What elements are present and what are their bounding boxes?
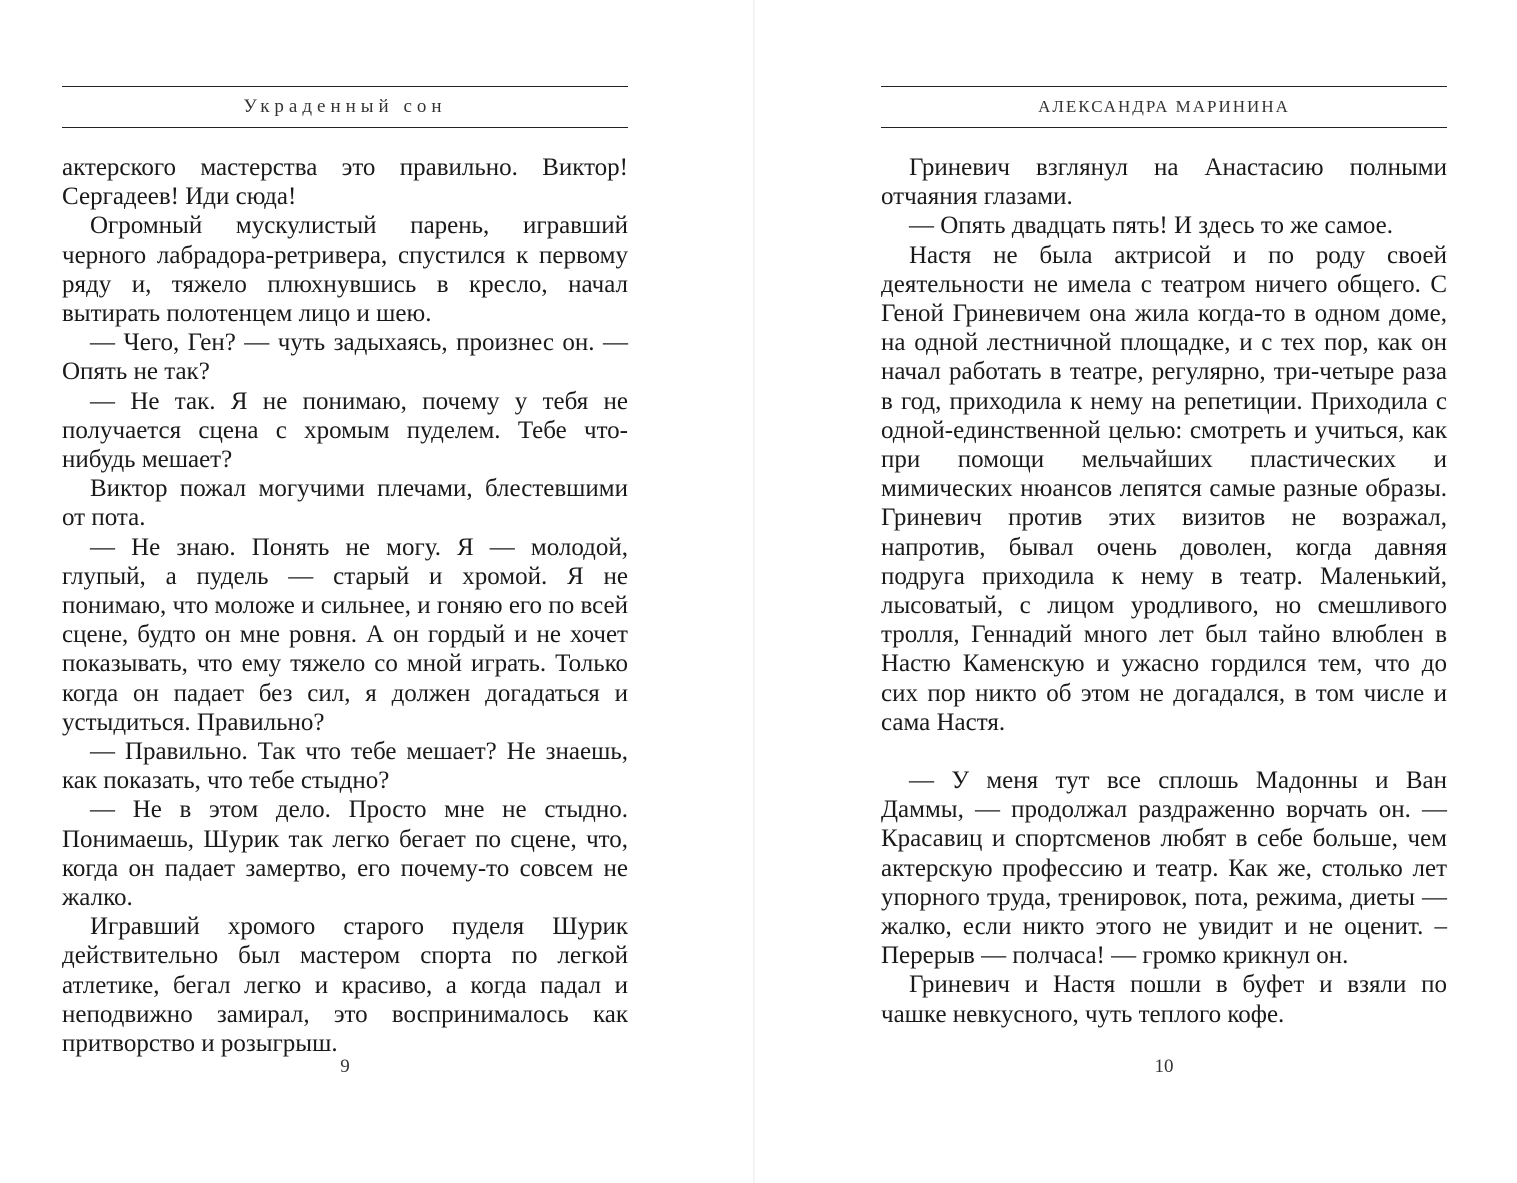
- paragraph: — Не знаю. Понять не могу. Я — молодой, глупый, а пудель — старый и хромой. Я не понимаю, что моложе и сильнее, и гоняю его по всей сцене, будто он мне ровня. А он гордый и не хочет показывать, что ему тяжело со мной играть. Только когда он падает без сил, я должен догадаться и устыдиться. Правильно?: [62, 533, 628, 736]
- running-head-left: [62, 86, 628, 128]
- paragraph: актерского мастерства это правильно. Виктор! Сергадеев! Иди сюда!: [62, 154, 628, 211]
- body-text-right: [881, 153, 1447, 1029]
- paragraph: Гриневич взглянул на Анастасию полными отчаяния глазами.: [881, 154, 1447, 211]
- section-break: [881, 737, 1447, 766]
- paragraph: Виктор пожал могучими плечами, блестевшими от пота.: [62, 475, 628, 532]
- left-page: [0, 0, 755, 1183]
- running-head-right: [881, 86, 1447, 128]
- page-number-left: 9: [340, 1056, 350, 1077]
- book-title: Украденный сон: [243, 96, 447, 117]
- paragraph: — У меня тут все сплошь Мадонны и Ван Даммы, — продолжал раздраженно ворчать он. — Красавиц и спортсменов любят в себе больше, чем актерскую профессию и театр. Как же, столько лет упорного труда, тренировок, пота, режима, диеты — жалко, если никто этого не увидит и не оценит. – Перерыв — полчаса! — громко крикнул он.: [881, 767, 1447, 970]
- paragraph: — Не так. Я не понимаю, почему у тебя не получается сцена с хромым пуделем. Тебе что-нибудь мешает?: [62, 387, 628, 474]
- page-number-right: 10: [1154, 1056, 1174, 1077]
- body-text-left: [62, 153, 628, 1058]
- paragraph: — Не в этом дело. Просто мне не стыдно. Понимаешь, Шурик так легко бегает по сцене, что, когда он падает замертво, его почему-то совсем не жалко.: [62, 796, 628, 912]
- paragraph: — Опять двадцать пять! И здесь то же самое.: [909, 212, 1393, 240]
- paragraph: Игравший хромого старого пуделя Шурик действительно был мастером спорта по легкой атлетике, бегал легко и красиво, а когда падал и неподвижно замирал, это воспринималось как притворство и розыгрыш.: [62, 913, 628, 1058]
- right-page: [755, 0, 1517, 1183]
- paragraph: Огромный мускулистый парень, игравший черного лабрадора-ретривера, спустился к первому ряду и, тяжело плюхнувшись в кресло, начал вытирать полотенцем лицо и шею.: [62, 212, 628, 328]
- paragraph: — Правильно. Так что тебе мешает? Не знаешь, как показать, что тебе стыдно?: [62, 738, 628, 795]
- paragraph: — Чего, Ген? — чуть задыхаясь, произнес он. — Опять не так?: [62, 329, 628, 386]
- author-name: АЛЕКСАНДРА МАРИНИНА: [1038, 97, 1290, 116]
- paragraph: Гриневич и Настя пошли в буфет и взяли по чашке невкусного, чуть теплого кофе.: [881, 971, 1447, 1028]
- paragraph: Настя не была актрисой и по роду своей деятельности не имела с театром ничего общего. С Геной Гриневичем она жила когда-то в одном доме, на одной лестничной площадке, и с тех пор, как он начал работать в театре, регулярно, три-четыре раза в год, приходила к нему на репетиции. Приходила с одной-единственной целью: смотреть и учиться, как при помощи мельчайших пластических и мимических нюансов лепятся самые разные образы. Гриневич против этих визитов не возражал, напротив, бывал очень доволен, когда давняя подруга приходила к нему в театр. Маленький, лысоватый, с лицом уродливого, но смешливого тролля, Геннадий много лет был тайно влюблен в Настю Каменскую и ужасно гордился тем, что до сих пор никто об этом не догадался, в том числе и сама Настя.: [881, 241, 1447, 736]
